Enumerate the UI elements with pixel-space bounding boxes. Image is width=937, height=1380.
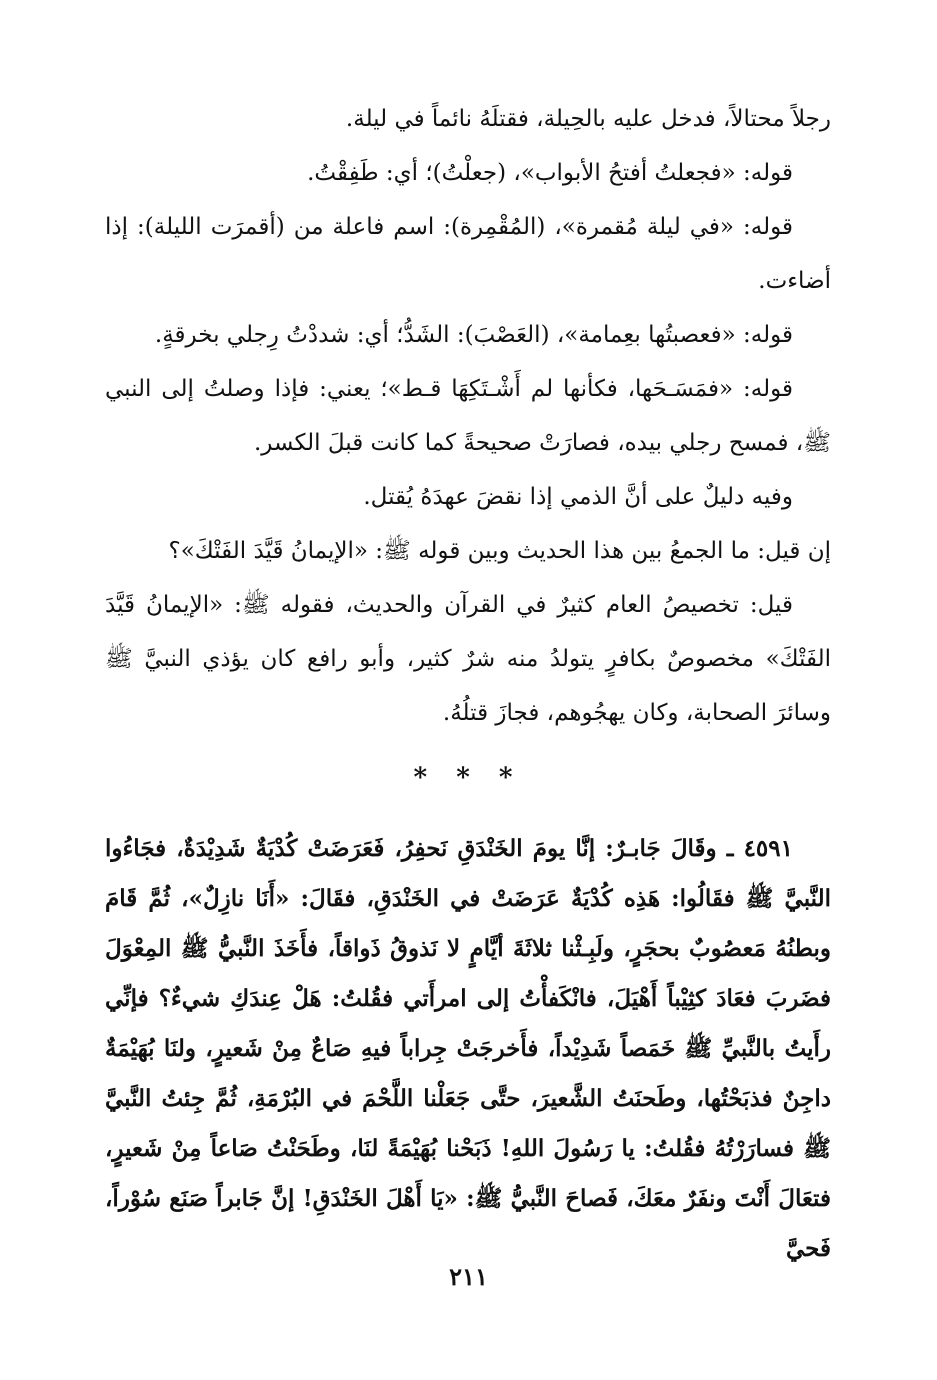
commentary-paragraph: قوله: «فعصبتُها بعِمامة»، (العَصْبَ): الشَدُّ؛ أي: شددْتُ رِجلي بخرقةٍ. <box>154 322 793 348</box>
hadith-section <box>105 824 831 1274</box>
page-body <box>105 92 831 1274</box>
commentary-paragraph: قوله: «في ليلة مُقمرة»، (المُقْمِرة): اسم فاعلة من (أقمرَت الليلة): إذا أضاءت. <box>105 214 831 294</box>
page-number: ٢١١ <box>449 1262 488 1291</box>
commentary-paragraph: إن قيل: ما الجمعُ بين هذا الحديث وبين قوله ﷺ: «الإيمانُ قَيَّدَ الفَتْكَ»؟ <box>168 538 831 564</box>
commentary-line-continuation: رجلاً محتالاً، فدخل عليه بالحِيلة، فقتلَهُ نائماً في ليلة. <box>345 106 831 132</box>
commentary-paragraph: وفيه دليلٌ على أنَّ الذمي إذا نقضَ عهدَهُ يُقتل. <box>363 484 793 510</box>
commentary-paragraph: قيل: تخصيصُ العام كثيرٌ في القرآن والحديث، فقوله ﷺ: «الإيمانُ قَيَّدَ الفَتْكَ» مخصوصٌ بكافرٍ يتولدُ منه شرٌ كثير، وأبو رافع كان يؤذي النبيَّ ﷺ وسائرَ الصحابة، وكان يهجُوهم، فجازَ قتلُهُ. <box>105 592 831 726</box>
section-separator: * * * <box>413 763 523 793</box>
commentary-paragraph: قوله: «فجعلتُ أفتحُ الأبواب»، (جعلْتُ)؛ أي: طَفِقْتُ. <box>307 160 793 186</box>
commentary-section <box>105 92 831 740</box>
hadith-text: ٤٥٩١ ـ وقَالَ جَابـرٌ: إنَّا يومَ الخَنْدَقِ نَحفِرُ، فَعَرَضَتْ كُدْيَةٌ شَدِيْدَةٌ، فجَاءُوا النَّبيَّ ﷺ فقَالُوا: هَذِه كُدْيَةٌ عَرَضَتْ في الخَنْدَقِ، فقَالَ: «أَنَا نازِلٌ»، ثُمَّ قَامَ وبطنُهُ مَعصُوبٌ بحجَرٍ، ولَبِـثْنا ثلاثَةَ أيَّامٍ لا نَذوقُ ذَواقاً، فأَخَذَ النَّبيُّ ﷺ المِعْوَلَ فضَربَ فعَادَ كثِيْباً أَهْيَلَ، فانْكَفأْتُ إلى امرأَتي فقُلتُ: هَلْ عِندَكِ شيءٌ؟ فإنِّي رأَيتُ بالنَّبيِّ ﷺ خَمَصاً شَدِيْداً، فأَخرجَتْ جِراباً فيهِ صَاعٌ مِنْ شَعيرٍ، ولنَا بُهَيْمَةٌ داجِنٌ فذبَحْتُها، وطَحنَتُ الشَّعيرَ، حتَّى جَعَلْنا اللَّحْمَ في البُرْمَةِ، ثُمَّ جِئتُ النَّبيَّ ﷺ فسارَرْتُهُ فقُلتُ: يا رَسُولَ اللهِ! ذَبَحْنا بُهَيْمَةً لنَا، وطَحَنْتُ صَاعاً مِنْ شَعيرٍ، فتعَالَ أَنْتَ ونفَرٌ معَكَ، فَصاحَ النَّبيُّ ﷺ: «يَا أَهْلَ الخَنْدَقِ! إنَّ جَابراً صَنَع سُوْراً، فَحيَّ <box>105 835 831 1262</box>
commentary-paragraph: قوله: «فمَسَـحَها، فكأنها لم أَشْـتَكِهَا قـط»؛ يعني: فإذا وصلتُ إلى النبي ﷺ، فمسح رجلي بيده، فصارَتْ صحيحةً كما كانت قبلَ الكسر. <box>105 376 831 456</box>
